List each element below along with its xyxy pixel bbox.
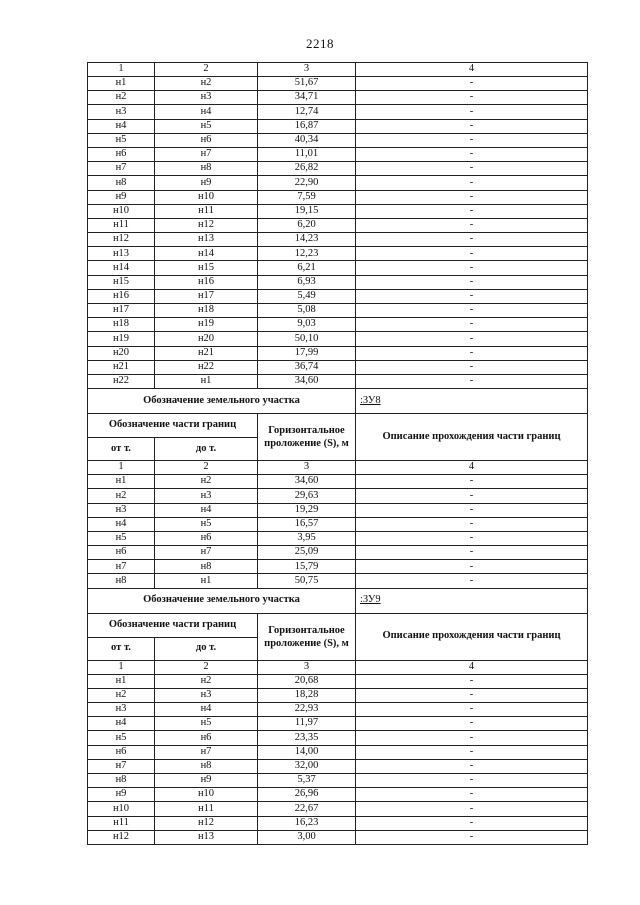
boundary-table	[87, 62, 588, 845]
horizontal-length: 14,23	[258, 233, 356, 247]
point-from: н12	[88, 830, 155, 844]
description: -	[356, 133, 588, 147]
table-row	[88, 560, 588, 574]
point-from: н9	[88, 190, 155, 204]
point-from: н4	[88, 517, 155, 531]
horizontal-length: 29,63	[258, 489, 356, 503]
table-row	[88, 503, 588, 517]
table-row	[88, 332, 588, 346]
description: -	[356, 304, 588, 318]
point-from: н11	[88, 218, 155, 232]
table-row	[88, 674, 588, 688]
point-from: н8	[88, 773, 155, 787]
description: -	[356, 731, 588, 745]
description: -	[356, 788, 588, 802]
horizontal-length: 50,75	[258, 574, 356, 588]
horizontal-length: 17,99	[258, 346, 356, 360]
point-to: н21	[155, 346, 258, 360]
table-row	[88, 703, 588, 717]
point-from: н5	[88, 133, 155, 147]
description: -	[356, 517, 588, 531]
to-header: до т.	[155, 438, 258, 461]
point-to: н10	[155, 190, 258, 204]
description: -	[356, 546, 588, 560]
horizontal-length: 6,21	[258, 261, 356, 275]
column-number: 3	[258, 461, 356, 475]
description: -	[356, 360, 588, 374]
column-numbers-row	[88, 461, 588, 475]
table-row	[88, 304, 588, 318]
horizontal-header: Горизонтальное проложение (S), м	[258, 613, 356, 660]
parcel-label: Обозначение земельного участка	[88, 389, 356, 414]
description: -	[356, 489, 588, 503]
description-header: Описание прохождения части границ	[356, 414, 588, 461]
point-to: н3	[155, 91, 258, 105]
table-row	[88, 133, 588, 147]
horizontal-length: 5,49	[258, 289, 356, 303]
point-from: н20	[88, 346, 155, 360]
point-to: н11	[155, 204, 258, 218]
horizontal-length: 22,67	[258, 802, 356, 816]
table-row	[88, 574, 588, 588]
description: -	[356, 176, 588, 190]
horizontal-length: 25,09	[258, 546, 356, 560]
horizontal-length: 19,29	[258, 503, 356, 517]
point-to: н5	[155, 517, 258, 531]
description: -	[356, 802, 588, 816]
point-to: н11	[155, 802, 258, 816]
horizontal-length: 3,95	[258, 531, 356, 545]
point-to: н1	[155, 374, 258, 388]
point-from: н4	[88, 119, 155, 133]
table-row	[88, 759, 588, 773]
point-to: н22	[155, 360, 258, 374]
description: -	[356, 717, 588, 731]
point-to: н13	[155, 233, 258, 247]
table-row	[88, 688, 588, 702]
description-header: Описание прохождения части границ	[356, 613, 588, 660]
horizontal-length: 3,00	[258, 830, 356, 844]
point-from: н7	[88, 560, 155, 574]
horizontal-length: 22,90	[258, 176, 356, 190]
column-number: 2	[155, 660, 258, 674]
point-from: н16	[88, 289, 155, 303]
column-number: 1	[88, 461, 155, 475]
segment-header: Обозначение части границ	[88, 613, 258, 637]
point-to: н7	[155, 745, 258, 759]
point-from: н18	[88, 318, 155, 332]
table-row	[88, 346, 588, 360]
table-row	[88, 176, 588, 190]
table-row	[88, 802, 588, 816]
point-from: н6	[88, 147, 155, 161]
horizontal-length: 5,37	[258, 773, 356, 787]
table-row	[88, 546, 588, 560]
point-to: н4	[155, 703, 258, 717]
horizontal-length: 7,59	[258, 190, 356, 204]
from-header: от т.	[88, 438, 155, 461]
description: -	[356, 574, 588, 588]
horizontal-length: 23,35	[258, 731, 356, 745]
horizontal-length: 15,79	[258, 560, 356, 574]
description: -	[356, 560, 588, 574]
description: -	[356, 475, 588, 489]
to-header: до т.	[155, 637, 258, 660]
horizontal-length: 20,68	[258, 674, 356, 688]
point-from: н1	[88, 674, 155, 688]
description: -	[356, 218, 588, 232]
horizontal-length: 34,71	[258, 91, 356, 105]
table-row	[88, 204, 588, 218]
horizontal-length: 11,01	[258, 147, 356, 161]
table-row	[88, 517, 588, 531]
horizontal-header: Горизонтальное проложение (S), м	[258, 414, 356, 461]
description: -	[356, 346, 588, 360]
parcel-row	[88, 588, 588, 613]
description: -	[356, 162, 588, 176]
horizontal-length: 51,67	[258, 77, 356, 91]
table-row	[88, 773, 588, 787]
description: -	[356, 289, 588, 303]
point-from: н15	[88, 275, 155, 289]
point-to: н4	[155, 105, 258, 119]
description: -	[356, 816, 588, 830]
table-header-row	[88, 414, 588, 438]
point-from: н2	[88, 91, 155, 105]
point-to: н8	[155, 560, 258, 574]
horizontal-length: 12,74	[258, 105, 356, 119]
column-numbers-row	[88, 660, 588, 674]
horizontal-length: 19,15	[258, 204, 356, 218]
horizontal-length: 34,60	[258, 374, 356, 388]
point-to: н6	[155, 531, 258, 545]
from-header: от т.	[88, 637, 155, 660]
table-row	[88, 374, 588, 388]
point-to: н18	[155, 304, 258, 318]
table-row	[88, 289, 588, 303]
description: -	[356, 745, 588, 759]
column-number: 3	[258, 660, 356, 674]
description: -	[356, 261, 588, 275]
description: -	[356, 190, 588, 204]
column-number: 1	[88, 660, 155, 674]
table-row	[88, 830, 588, 844]
horizontal-length: 36,74	[258, 360, 356, 374]
point-from: н1	[88, 77, 155, 91]
point-from: н22	[88, 374, 155, 388]
table-row	[88, 147, 588, 161]
point-to: н7	[155, 147, 258, 161]
point-to: н6	[155, 133, 258, 147]
point-to: н17	[155, 289, 258, 303]
point-from: н10	[88, 802, 155, 816]
point-from: н7	[88, 759, 155, 773]
point-from: н3	[88, 703, 155, 717]
point-from: н17	[88, 304, 155, 318]
point-from: н3	[88, 503, 155, 517]
page-number: 2218	[306, 36, 334, 51]
description: -	[356, 773, 588, 787]
point-from: н5	[88, 531, 155, 545]
horizontal-length: 34,60	[258, 475, 356, 489]
horizontal-length: 26,96	[258, 788, 356, 802]
horizontal-length: 16,23	[258, 816, 356, 830]
horizontal-length: 40,34	[258, 133, 356, 147]
point-from: н3	[88, 105, 155, 119]
point-from: н12	[88, 233, 155, 247]
table-row	[88, 489, 588, 503]
point-to: н4	[155, 503, 258, 517]
table-row	[88, 77, 588, 91]
point-to: н16	[155, 275, 258, 289]
point-from: н21	[88, 360, 155, 374]
column-number: 1	[88, 63, 155, 77]
table-header-row	[88, 613, 588, 637]
block2-rows	[88, 475, 588, 589]
point-to: н8	[155, 162, 258, 176]
point-to: н9	[155, 773, 258, 787]
point-from: н6	[88, 546, 155, 560]
point-to: н12	[155, 218, 258, 232]
horizontal-length: 16,57	[258, 517, 356, 531]
horizontal-length: 12,23	[258, 247, 356, 261]
table-row	[88, 162, 588, 176]
table-row	[88, 531, 588, 545]
block3-header	[88, 588, 588, 674]
point-to: н2	[155, 475, 258, 489]
table-row	[88, 360, 588, 374]
horizontal-length: 50,10	[258, 332, 356, 346]
table-row	[88, 105, 588, 119]
description: -	[356, 503, 588, 517]
horizontal-length: 5,08	[258, 304, 356, 318]
point-to: н5	[155, 717, 258, 731]
point-to: н14	[155, 247, 258, 261]
description: -	[356, 91, 588, 105]
horizontal-length: 26,82	[258, 162, 356, 176]
description: -	[356, 374, 588, 388]
column-number: 2	[155, 63, 258, 77]
point-from: н5	[88, 731, 155, 745]
point-to: н7	[155, 546, 258, 560]
table-row	[88, 233, 588, 247]
point-from: н19	[88, 332, 155, 346]
block3-rows	[88, 674, 588, 844]
parcel-label: Обозначение земельного участка	[88, 588, 356, 613]
point-from: н2	[88, 688, 155, 702]
description: -	[356, 204, 588, 218]
point-to: н12	[155, 816, 258, 830]
point-from: н13	[88, 247, 155, 261]
description: -	[356, 247, 588, 261]
table-row	[88, 91, 588, 105]
description: -	[356, 674, 588, 688]
column-number: 4	[356, 660, 588, 674]
table-row	[88, 218, 588, 232]
point-to: н2	[155, 77, 258, 91]
point-to: н9	[155, 176, 258, 190]
horizontal-length: 14,00	[258, 745, 356, 759]
point-to: н3	[155, 489, 258, 503]
point-to: н8	[155, 759, 258, 773]
description: -	[356, 703, 588, 717]
horizontal-length: 22,93	[258, 703, 356, 717]
point-to: н15	[155, 261, 258, 275]
point-to: н20	[155, 332, 258, 346]
table-row	[88, 475, 588, 489]
horizontal-length: 6,20	[258, 218, 356, 232]
point-from: н8	[88, 574, 155, 588]
table-row	[88, 816, 588, 830]
description: -	[356, 147, 588, 161]
point-from: н2	[88, 489, 155, 503]
point-to: н2	[155, 674, 258, 688]
description: -	[356, 830, 588, 844]
table-row	[88, 261, 588, 275]
point-from: н1	[88, 475, 155, 489]
column-numbers-row	[88, 63, 588, 77]
point-from: н4	[88, 717, 155, 731]
table-row	[88, 717, 588, 731]
table-row	[88, 247, 588, 261]
description: -	[356, 77, 588, 91]
parcel-row	[88, 389, 588, 414]
point-to: н19	[155, 318, 258, 332]
point-from: н14	[88, 261, 155, 275]
column-number: 3	[258, 63, 356, 77]
point-to: н3	[155, 688, 258, 702]
block2-header	[88, 389, 588, 475]
horizontal-length: 18,28	[258, 688, 356, 702]
column-number: 2	[155, 461, 258, 475]
description: -	[356, 105, 588, 119]
point-from: н6	[88, 745, 155, 759]
table-row	[88, 745, 588, 759]
point-from: н11	[88, 816, 155, 830]
column-number: 4	[356, 63, 588, 77]
table-row	[88, 119, 588, 133]
column-number: 4	[356, 461, 588, 475]
point-from: н10	[88, 204, 155, 218]
point-to: н10	[155, 788, 258, 802]
horizontal-length: 9,03	[258, 318, 356, 332]
point-to: н13	[155, 830, 258, 844]
segment-header: Обозначение части границ	[88, 414, 258, 438]
table-row	[88, 318, 588, 332]
horizontal-length: 11,97	[258, 717, 356, 731]
description: -	[356, 688, 588, 702]
parcel-id: :ЗУ9	[356, 588, 588, 613]
table-row	[88, 731, 588, 745]
point-to: н1	[155, 574, 258, 588]
block1-rows	[88, 77, 588, 389]
horizontal-length: 16,87	[258, 119, 356, 133]
description: -	[356, 531, 588, 545]
table-row	[88, 275, 588, 289]
point-from: н9	[88, 788, 155, 802]
point-to: н5	[155, 119, 258, 133]
description: -	[356, 759, 588, 773]
description: -	[356, 275, 588, 289]
description: -	[356, 332, 588, 346]
description: -	[356, 318, 588, 332]
point-from: н8	[88, 176, 155, 190]
point-from: н7	[88, 162, 155, 176]
horizontal-length: 32,00	[258, 759, 356, 773]
point-to: н6	[155, 731, 258, 745]
horizontal-length: 6,93	[258, 275, 356, 289]
table-row	[88, 190, 588, 204]
parcel-id: :ЗУ8	[356, 389, 588, 414]
table-row	[88, 788, 588, 802]
description: -	[356, 233, 588, 247]
description: -	[356, 119, 588, 133]
